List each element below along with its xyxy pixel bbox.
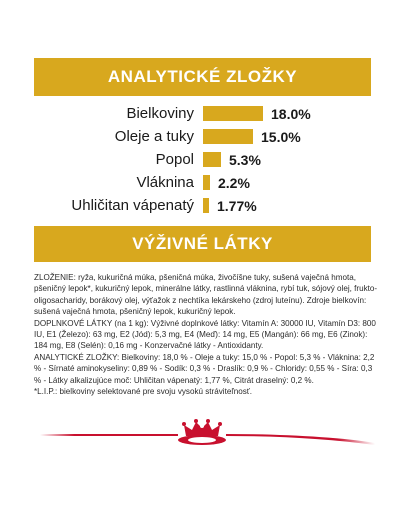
composition-ingredients: ZLOŽENIE: ryža, kukuričná múka, pšeničná múka, živočíšne tuky, sušená vaječná hmota, pšeničný lepok*, kukuričný lepok, minerálne látky, rastlinná vláknina, rybí tuk, sójový olej, frukto-oligosacharidy, borákový olej, výťažok z nechtíka lekárskeho (zdroj luteínu). Zdroje bielkovín: sušená vaječná hmota, pšeničný lepok, kukuričný lepok. <box>34 273 378 317</box>
nutrients-banner <box>34 226 371 262</box>
chart-bar <box>203 129 253 144</box>
chart-category-label: Oleje a tuky <box>114 128 194 145</box>
analytic-bar-chart <box>0 104 405 219</box>
composition-additives: DOPLNKOVÉ LÁTKY (na 1 kg): Výživné doplnkové látky: Vitamín A: 30000 IU, Vitamín D3: 800 IU, E1 (Železo): 63 mg, E2 (Jód): 5,3 mg, E4 (Meď): 14 mg, E5 (Mangán): 66 mg, E6 (Zinok): 184 mg, E8 (Selén): 0,16 mg - Konzervačné látky - Antioxidanty. <box>34 318 376 351</box>
chart-row <box>0 196 405 216</box>
chart-value-label: 2.2% <box>218 175 250 191</box>
chart-row <box>0 127 405 147</box>
chart-row <box>0 173 405 193</box>
analytic-components-banner <box>34 58 371 96</box>
chart-value-label: 5.3% <box>229 152 261 168</box>
chart-bar <box>203 175 210 190</box>
chart-category-label: Vláknina <box>136 174 194 191</box>
chart-value-label: 15.0% <box>261 129 301 145</box>
chart-bar <box>203 106 263 121</box>
chart-bar <box>203 198 209 213</box>
composition-analytic: ANALYTICKÉ ZLOŽKY: Bielkoviny: 18,0 % - Oleje a tuky: 15,0 % - Popol: 5,3 % - Vláknina: 2,2 % - Sírnaté aminokyseliny: 0,89 % - Sodík: 0,3 % - Draslík: 0,9 % - Chloridy: 0,55 % - Síra: 0,3 % - Látky alkalizujúce moč: Uhličitan vápenatý: 1,77 %, Citrát draselný: 0,2 %. <box>34 352 375 385</box>
chart-category-label: Uhličitan vápenatý <box>71 197 194 214</box>
chart-category-label: Bielkoviny <box>126 105 194 122</box>
analytic-components-title: ANALYTICKÉ ZLOŽKY <box>107 67 298 86</box>
chart-bar <box>203 152 221 167</box>
nutrients-title: VÝŽIVNÉ LÁTKY <box>132 234 273 253</box>
chart-category-label: Popol <box>155 151 194 168</box>
composition-lip-note: *L.I.P.: bielkoviny selektované pre svoju vysokú stráviteľnosť. <box>34 387 253 397</box>
chart-value-label: 1.77% <box>217 198 257 214</box>
chart-row <box>0 150 405 170</box>
chart-row <box>0 104 405 124</box>
composition-text <box>34 272 379 397</box>
royal-canin-crown-icon <box>176 418 228 446</box>
chart-value-label: 18.0% <box>271 106 311 122</box>
